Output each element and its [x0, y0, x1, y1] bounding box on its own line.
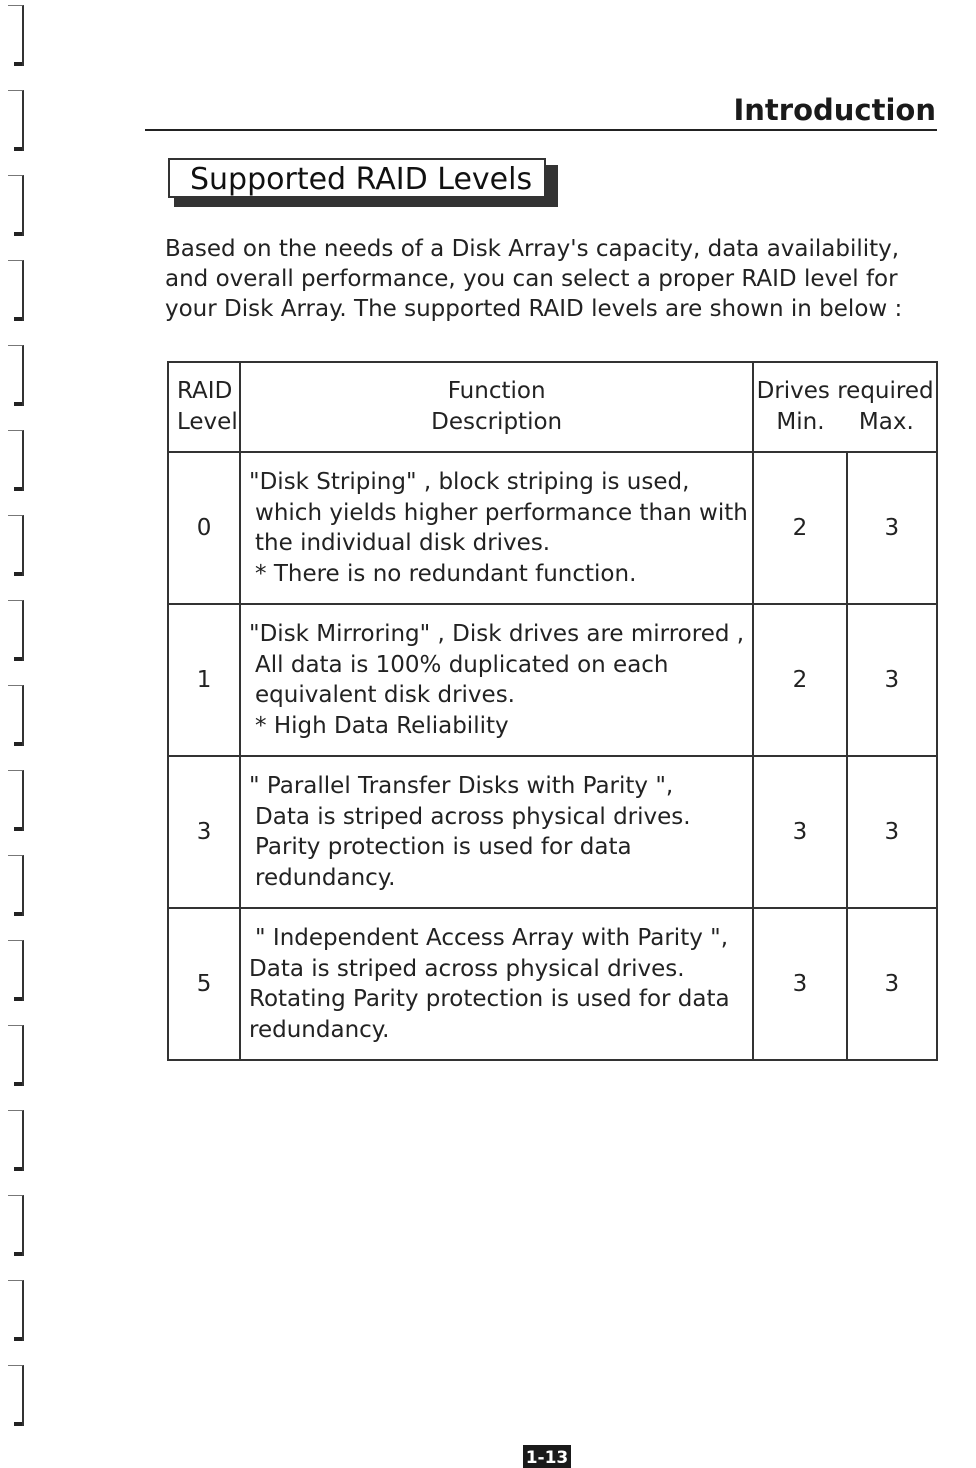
- raid-level-cell: 0: [168, 452, 240, 604]
- min-drives-cell: 3: [753, 908, 846, 1060]
- desc-line: equivalent disk drives.: [255, 682, 515, 708]
- max-drives-cell: 3: [847, 756, 937, 908]
- function-description-cell: [240, 908, 753, 1060]
- table-row: [168, 908, 937, 1060]
- desc-line: redundancy.: [249, 1016, 390, 1043]
- header-drives-required: [753, 362, 937, 452]
- binding-mark: [8, 430, 24, 491]
- binding-mark: [8, 175, 24, 236]
- header-rule: [145, 129, 937, 131]
- header-max: Max.: [858, 409, 914, 435]
- binding-mark: [8, 5, 24, 66]
- desc-line: the individual disk drives.: [255, 530, 551, 556]
- function-description-cell: [240, 604, 753, 756]
- binding-mark: [8, 1195, 24, 1256]
- binding-mark: [8, 855, 24, 916]
- binding-mark: [8, 770, 24, 831]
- header-drives-label: Drives required: [756, 378, 934, 404]
- header-level-line1: RAID: [177, 378, 233, 404]
- header-func-line1: Function: [447, 378, 546, 404]
- desc-line: Data is striped across physical drives.: [249, 955, 685, 982]
- desc-line: " Parallel Transfer Disks with Parity ",: [249, 773, 674, 799]
- table-row: [168, 604, 937, 756]
- binding-mark: [8, 1365, 24, 1426]
- raid-level-cell: 3: [168, 756, 240, 908]
- desc-line: Rotating Parity protection is used for data: [249, 986, 730, 1012]
- binding-mark: [8, 1025, 24, 1086]
- max-drives-cell: 3: [847, 452, 937, 604]
- function-description-cell: [240, 756, 753, 908]
- binding-mark: [8, 90, 24, 151]
- max-drives-cell: 3: [847, 908, 937, 1060]
- header-min: Min.: [776, 409, 825, 435]
- desc-line: "Disk Mirroring" , Disk drives are mirrored ,: [249, 621, 745, 647]
- function-description-cell: [240, 452, 753, 604]
- binding-margin: [0, 0, 30, 1468]
- binding-mark: [8, 515, 24, 576]
- desc-line: All data is 100% duplicated on each: [255, 651, 669, 678]
- desc-line: Data is striped across physical drives.: [255, 803, 691, 830]
- raid-level-cell: 5: [168, 908, 240, 1060]
- raid-level-cell: 1: [168, 604, 240, 756]
- table-row: [168, 452, 937, 604]
- max-drives-cell: 3: [847, 604, 937, 756]
- raid-levels-table: [167, 361, 938, 1061]
- binding-mark: [8, 600, 24, 661]
- desc-line: which yields higher performance than with: [255, 499, 748, 526]
- desc-line: Parity protection is used for data: [255, 834, 632, 860]
- min-drives-cell: 3: [753, 756, 846, 908]
- desc-line: "Disk Striping" , block striping is used,: [249, 469, 690, 495]
- page-title: Supported RAID Levels: [168, 158, 546, 198]
- header-level-line2: Level: [177, 409, 238, 435]
- header-function: [240, 362, 753, 452]
- binding-mark: [8, 685, 24, 746]
- binding-mark: [8, 345, 24, 406]
- min-drives-cell: 2: [753, 452, 846, 604]
- header-raid-level: [168, 362, 240, 452]
- table-header-row: [168, 362, 937, 452]
- desc-line: * There is no redundant function.: [255, 560, 637, 587]
- binding-mark: [8, 1110, 24, 1171]
- desc-line: * High Data Reliability: [255, 712, 509, 739]
- header-func-line2: Description: [431, 409, 563, 435]
- min-drives-cell: 2: [753, 604, 846, 756]
- table-row: [168, 756, 937, 908]
- binding-mark: [8, 260, 24, 321]
- desc-line: " Independent Access Array with Parity ",: [255, 925, 729, 951]
- binding-mark: [8, 1280, 24, 1341]
- intro-paragraph: Based on the needs of a Disk Array's capacity, data availability, and overall performance, you can select a proper RAID level for your Disk Array. The supported RAID levels are shown in below :: [165, 236, 903, 322]
- page-number: 1-13: [523, 1445, 571, 1468]
- binding-mark: [8, 940, 24, 1001]
- section-header: Introduction: [733, 93, 936, 127]
- desc-line: redundancy.: [255, 864, 396, 891]
